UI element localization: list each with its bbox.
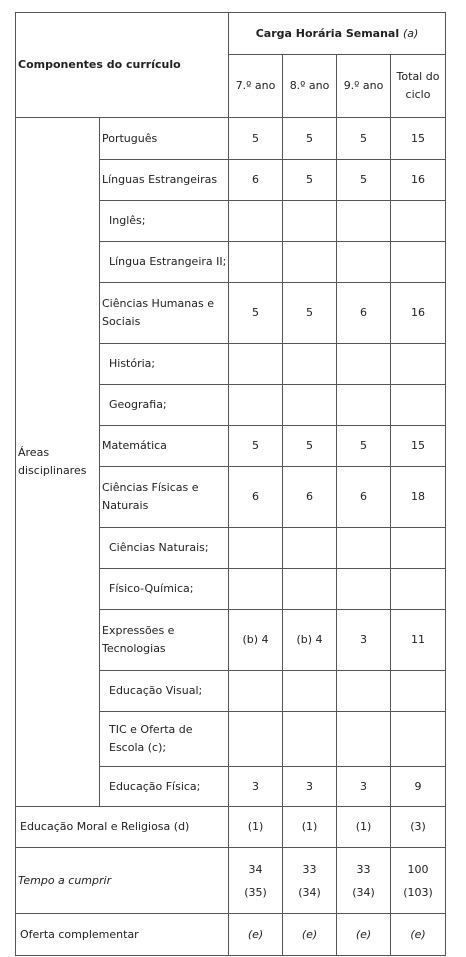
value-cell: 11 <box>391 610 446 671</box>
subject-label: Línguas Estrangeiras <box>100 160 229 201</box>
value-cell: (b) 4 <box>229 610 283 671</box>
value-cell: 6 <box>337 467 391 528</box>
col-header-8: 8.º ano <box>283 55 337 118</box>
value-cell: 9 <box>391 767 446 807</box>
tempo-value: 33 <box>356 862 371 876</box>
value-cell: 3 <box>283 767 337 807</box>
value-cell <box>283 385 337 426</box>
value-cell: (b) 4 <box>283 610 337 671</box>
subject-label: Físico-Química; <box>100 569 229 610</box>
col-header-9: 9.º ano <box>337 55 391 118</box>
value-cell <box>337 344 391 385</box>
curriculum-table <box>15 12 446 956</box>
value-cell <box>337 242 391 283</box>
emr-row-label: Educação Moral e Religiosa (d) <box>16 807 229 848</box>
value-cell: 3 <box>337 610 391 671</box>
emr-row <box>16 807 446 848</box>
weekly-load-header: Carga Horária Semanal (a) <box>229 13 446 55</box>
value-cell <box>229 569 283 610</box>
table-row <box>16 118 446 160</box>
value-cell: (e) <box>283 914 337 956</box>
tempo-label: Tempo a cumprir <box>16 848 229 914</box>
value-cell: 5 <box>283 426 337 467</box>
value-cell <box>337 569 391 610</box>
value-cell <box>391 569 446 610</box>
tempo-value: 34 <box>248 862 263 876</box>
tempo-value-paren: (34) <box>352 885 375 899</box>
value-cell: 15 <box>391 118 446 160</box>
value-cell <box>229 201 283 242</box>
subject-label: Geografia; <box>100 385 229 426</box>
subject-label: Matemática <box>100 426 229 467</box>
value-cell <box>391 712 446 767</box>
subject-label: Ciências Humanas e Sociais <box>100 283 229 344</box>
area-label: Áreas disciplinares <box>16 118 100 807</box>
value-cell: 3 <box>229 767 283 807</box>
value-cell <box>337 848 391 914</box>
value-cell: 5 <box>283 118 337 160</box>
value-cell: 5 <box>337 160 391 201</box>
components-header: Componentes do currículo <box>16 13 229 118</box>
value-cell <box>283 848 337 914</box>
value-cell <box>229 385 283 426</box>
value-cell <box>337 528 391 569</box>
value-cell: (e) <box>391 914 446 956</box>
value-cell: 5 <box>283 160 337 201</box>
subject-label: Educação Visual; <box>100 671 229 712</box>
value-cell <box>229 344 283 385</box>
subject-label: Ciências Físicas e Naturais <box>100 467 229 528</box>
value-cell <box>391 671 446 712</box>
value-cell <box>391 201 446 242</box>
value-cell <box>391 848 446 914</box>
value-cell <box>283 569 337 610</box>
tempo-value-paren: (103) <box>403 885 433 899</box>
value-cell <box>391 385 446 426</box>
value-cell: 16 <box>391 160 446 201</box>
value-cell: 3 <box>337 767 391 807</box>
value-cell: (e) <box>337 914 391 956</box>
value-cell <box>337 385 391 426</box>
value-cell: 6 <box>229 160 283 201</box>
value-cell: 5 <box>283 283 337 344</box>
value-cell <box>391 528 446 569</box>
value-cell <box>229 848 283 914</box>
col-header-7: 7.º ano <box>229 55 283 118</box>
subject-label: História; <box>100 344 229 385</box>
value-cell: 5 <box>337 118 391 160</box>
col-header-total: Total do ciclo <box>391 55 446 118</box>
value-cell <box>283 528 337 569</box>
value-cell <box>229 671 283 712</box>
value-cell: 5 <box>229 118 283 160</box>
value-cell <box>337 671 391 712</box>
tempo-value-paren: (34) <box>298 885 321 899</box>
subject-label: Expressões e Tecnologias <box>100 610 229 671</box>
subject-label: Inglês; <box>100 201 229 242</box>
value-cell <box>229 528 283 569</box>
value-cell: 5 <box>337 426 391 467</box>
value-cell <box>229 712 283 767</box>
subject-label: Língua Estrangeira II; <box>100 242 229 283</box>
oferta-row-label: Oferta complementar <box>16 914 229 956</box>
subject-label: Educação Física; <box>100 767 229 807</box>
value-cell: (1) <box>283 807 337 848</box>
subject-label: Português <box>100 118 229 160</box>
value-cell <box>283 344 337 385</box>
oferta-row <box>16 914 446 956</box>
value-cell: (1) <box>337 807 391 848</box>
value-cell <box>229 242 283 283</box>
value-cell: (e) <box>229 914 283 956</box>
value-cell <box>283 242 337 283</box>
value-cell: 5 <box>229 426 283 467</box>
tempo-row <box>16 848 446 914</box>
value-cell <box>337 712 391 767</box>
value-cell <box>391 242 446 283</box>
value-cell: 6 <box>229 467 283 528</box>
value-cell: 6 <box>337 283 391 344</box>
value-cell: (1) <box>229 807 283 848</box>
value-cell: 16 <box>391 283 446 344</box>
tempo-value: 100 <box>407 862 429 876</box>
subject-label: TIC e Oferta de Escola (c); <box>100 712 229 767</box>
value-cell <box>283 671 337 712</box>
value-cell: 6 <box>283 467 337 528</box>
value-cell <box>283 201 337 242</box>
value-cell <box>391 344 446 385</box>
value-cell <box>337 201 391 242</box>
tempo-value-paren: (35) <box>244 885 267 899</box>
value-cell: 18 <box>391 467 446 528</box>
value-cell: (3) <box>391 807 446 848</box>
value-cell: 5 <box>229 283 283 344</box>
value-cell <box>283 712 337 767</box>
value-cell: 15 <box>391 426 446 467</box>
tempo-value: 33 <box>302 862 317 876</box>
subject-label: Ciências Naturais; <box>100 528 229 569</box>
